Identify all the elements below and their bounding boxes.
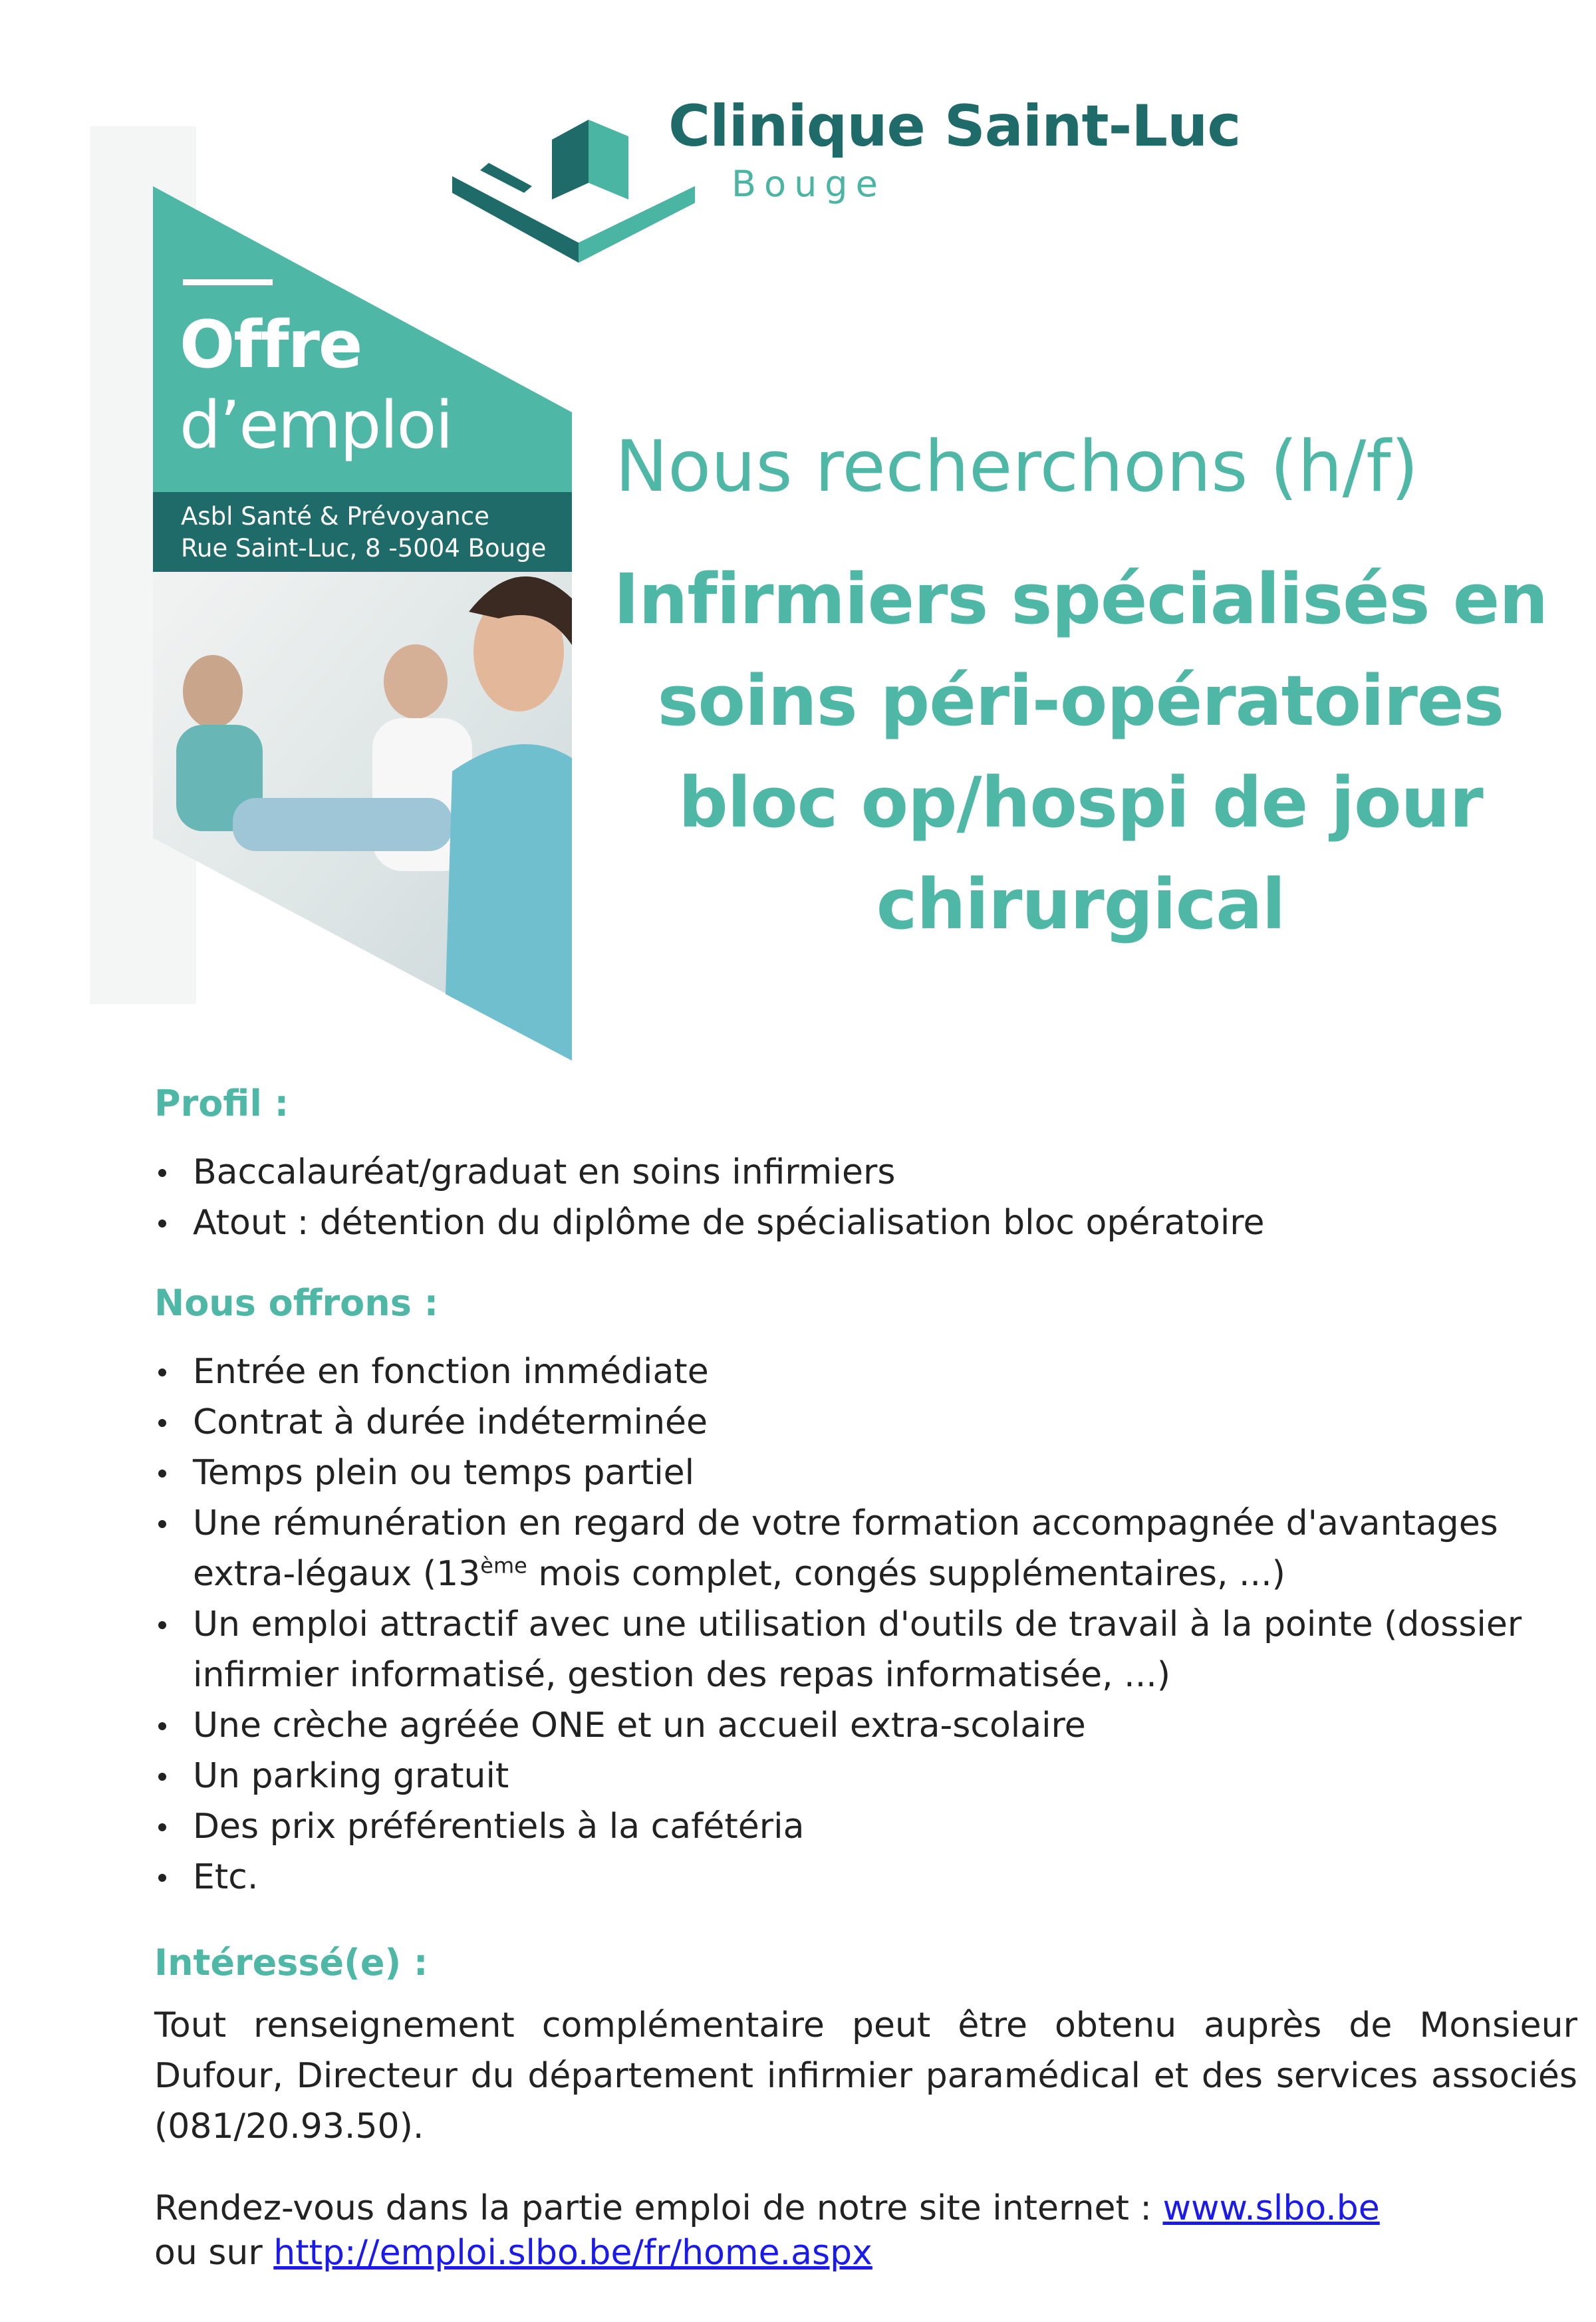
list-item: Des prix préférentiels à la cafétéria (154, 1801, 1577, 1852)
list-item: Entrée en fonction immédiate (154, 1347, 1577, 1397)
profile-list (154, 1147, 1577, 1248)
contact-paragraph: Tout renseignement complémentaire peut être obtenu auprès de Monsieur Dufour, Directeur du département infirmier paramédical et des services associés (081/20.93.50). (154, 2005, 1577, 2146)
profile-section-title: Profil : (154, 1083, 289, 1124)
job-portal-link[interactable]: http://emploi.slbo.be/fr/home.aspx (273, 2233, 872, 2273)
list-item: Une crèche agréée ONE et un accueil extra-scolaire (154, 1700, 1577, 1751)
banner-divider (183, 279, 273, 285)
job-portal-line (154, 2230, 872, 2276)
remuneration-text: Une rémunération en regard de votre formation accompagnée d'avantages extra-légaux (13 (193, 1503, 1498, 1594)
remuneration-text-end: mois complet, congés supplémentaires, ...) (527, 1554, 1285, 1594)
headline: Nous recherchons (h/f) (615, 426, 1418, 507)
list-item: Temps plein ou temps partiel (154, 1448, 1577, 1498)
list-item: Etc. (154, 1852, 1577, 1902)
website-prefix: Rendez-vous dans la partie emploi de notre site internet : (154, 2188, 1163, 2228)
job-portal-prefix: ou sur (154, 2233, 274, 2273)
clinique-location: Bouge (732, 163, 886, 205)
interest-section-title: Intéressé(e) : (154, 1942, 428, 1984)
banner-title-emploi: d’emploi (180, 388, 452, 463)
list-item: Un parking gratuit (154, 1751, 1577, 1801)
list-item-remuneration (154, 1498, 1577, 1599)
offer-section-title: Nous offrons : (154, 1282, 439, 1324)
clinique-name: Clinique Saint-Luc (668, 93, 1241, 160)
website-line (154, 2185, 1380, 2232)
website-link[interactable]: www.slbo.be (1162, 2188, 1380, 2228)
offer-list (154, 1347, 1577, 1902)
list-item: Baccalauréat/graduat en soins infirmiers (154, 1147, 1577, 1198)
banner-address: Rue Saint-Luc, 8 -5004 Bouge (181, 534, 547, 563)
list-item: Contrat à durée indéterminée (154, 1397, 1577, 1448)
list-item: Un emploi attractif avec une utilisation d'outils de travail à la pointe (dossier infirmier informatisé, gestion des repas informatisée, ...) (154, 1599, 1577, 1700)
banner-title-offre: Offre (180, 307, 362, 383)
job-title: Infirmiers spécialisés en soins péri-opératoires bloc op/hospi de jour chirurgical (613, 559, 1548, 945)
ordinal-suffix: ème (480, 1553, 527, 1579)
banner-organization: Asbl Santé & Prévoyance (181, 502, 489, 531)
list-item: Atout : détention du diplôme de spécialisation bloc opératoire (154, 1198, 1577, 1248)
